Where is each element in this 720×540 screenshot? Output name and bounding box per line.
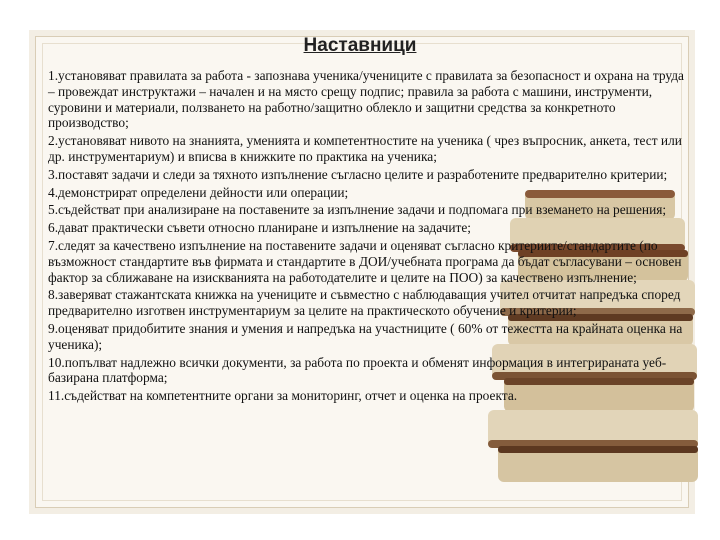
list-item: 11.съдействат на компетентните органи за мониторинг, отчет и оценка на проекта. [48,388,518,404]
responsibilities-list [48,68,690,406]
list-item: 5.съдействат при анализиране на поставените за изпълнение задачи и подпомага при вземането на решения; [48,202,667,218]
list-item: 7.следят за качествено изпълнение на поставените задачи и оценяват съгласно критериите/стандартите (по възможност стандартите във фирмата и стандартите в ДОИ/учебната програма да бъдат съгласувани – основен фактор за сближаване на изискванията на работодателите и целите на ПОО) за качествено изпълнение; [48,237,682,285]
list-item: 3.поставят задачи и следи за тяхното изпълнение съгласно целите и разработените предварително критерии; [48,166,668,182]
book-8 [488,410,698,448]
list-item: 4.демонстрират определени дейности или операции; [48,184,349,200]
list-item: 1.установяват правилата за работа - запознава ученика/учениците с правилата за безопасност и охрана на труда – провеждат инструктажи – начален и на място срещу подпис; правила за работа с машини, инструменти, суровини и материали, ползването на работно/защитно облекло и защитни средства за конкретното производство; [48,68,684,131]
slide-title: Наставници [303,35,417,56]
book-9 [498,446,698,482]
list-item: 10.попълват надлежно всички документи, за работа по проекта и обменят информация в интегрираната уеб-базирана платформа; [48,354,667,386]
list-item: 9.оценяват придобитите знания и умения и напредъка на участниците ( 60% от тежестта на крайната оценка на ученика); [48,320,683,352]
list-item: 2.установяват нивото на знанията, уменията и компетентностите на ученика ( чрез въпросник, анкета, тест или др. инструментариум) и вписва в книжките по практика на ученика; [48,133,682,164]
list-item: 6.дават практически съвети относно планиране и изпълнение на задачите; [48,220,472,236]
list-item: 8.заверяват стажантската книжка на учениците и съвместно с наблюдаващия учител отчитат напредъка според предварително изготвен инструментариум за целите на практическото обучение и критерии; [48,287,681,319]
